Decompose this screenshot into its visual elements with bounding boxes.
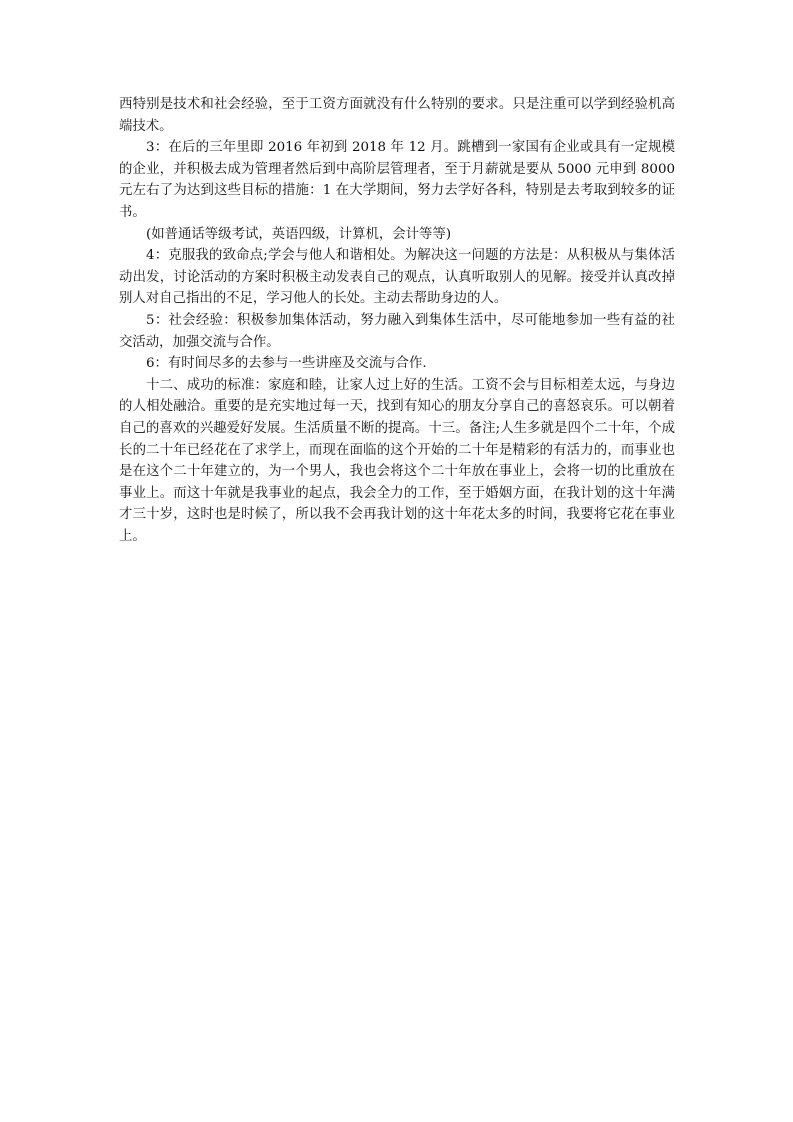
- paragraph-continuation: 西特别是技术和社会经验，至于工资方面就没有什么特别的要求。只是注重可以学到经验机高端技术。: [119, 97, 675, 134]
- paragraph-item-4: 4：克服我的致命点;学会与他人和谐相处。为解决这一问题的方法是：从积极从与集体活动出发，讨论活动的方案时积极主动发表自己的观点，认真听取别人的见解。接受并认真改掉别人对自己指出的不足，学习他人的长处。主动去帮助身边的人。: [119, 248, 675, 307]
- paragraph-success-criteria: 十二、成功的标准：家庭和睦，让家人过上好的生活。工资不会与目标相差太远，与身边的人相处融洽。重要的是充实地过每一天，找到有知心的朋友分享自己的喜怒哀乐。可以朝着自己的喜欢的兴趣爱好发展。生活质量不断的提高。十三。备注;人生多就是四个二十年，个成长的二十年已经花在了求学上，而现在面临的这个开始的二十年是精彩的有活力的，而事业也是在这个二十年建立的，为一个男人，我也会将这个二十年放在事业上，会将一切的比重放在事业上。而这十年就是我事业的起点，我会全力的工作，至于婚姻方面，在我计划的这十年满才三十岁，这时也是时候了，所以我不会再我计划的这十年花太多的时间，我要将它花在事业上。: [119, 377, 675, 544]
- paragraph-certificates-note: (如普通话等级考试，英语四级，计算机，会计等等): [146, 226, 452, 242]
- document-body: [119, 94, 675, 547]
- paragraph-item-6: 6：有时间尽多的去参与一些讲座及交流与合作.: [146, 356, 427, 372]
- paragraph-item-5: 5：社会经验：积极参加集体活动，努力融入到集体生活中，尽可能地参加一些有益的社交活动，加强交流与合作。: [119, 312, 675, 350]
- paragraph-item-3: 3：在后的三年里即 2016 年初到 2018 年 12 月。跳槽到一家国有企业或具有一定规模的企业，并积极去成为管理者然后到中高阶层管理者，至于月薪就是要从 5000 元申到 8000 元左右了为达到这些目标的措施：1 在大学期间，努力去学好各科，特别是去考取到较多的证书。: [119, 140, 675, 220]
